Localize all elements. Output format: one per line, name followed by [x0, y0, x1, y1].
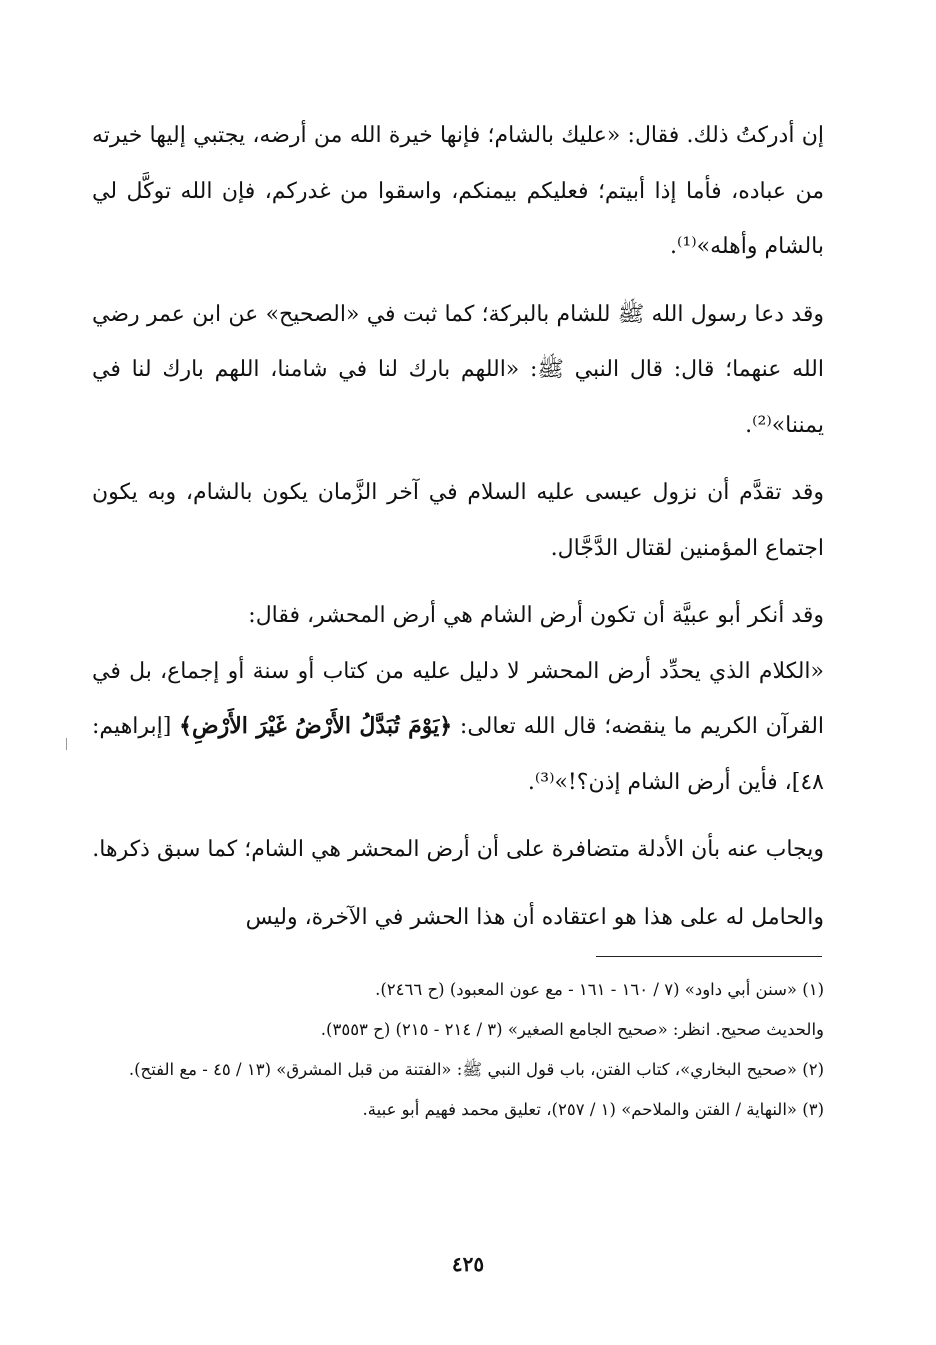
scan-mark: [66, 738, 67, 750]
quotation: [92, 644, 824, 811]
paragraph-1: إن أدركتُ ذلك. فقال: «عليك بالشام؛ فإنها خيرة الله من أرضه، يجتبي إليها خيرته من عباده، فأما إذا أبيتم؛ فعليكم بيمنكم، واسقوا من غدركم، فإن الله توكَّل لي بالشام وأهله»⁽¹⁾.: [92, 123, 824, 259]
footnote-3: (٣) «النهاية / الفتن والملاحم» (١ / ٢٥٧)، تعليق محمد فهيم أبو عبية.: [362, 1100, 824, 1119]
paragraph-3: وقد تقدَّم أن نزول عيسى عليه السلام في آخر الزَّمان يكون بالشام، وبه يكون اجتماع المؤمنين لقتال الدَّجَّال.: [92, 480, 824, 561]
quotation-text-1: «الكلام الذي يحدِّد أرض المحشر لا دليل عليه من كتاب أو سنة أو إجماع، بل في القرآن الكريم ما ينقضه؛ قال الله تعالى:: [92, 658, 825, 739]
main-text: [92, 108, 824, 957]
paragraph-4: وقد أنكر أبو عبيَّة أن تكون أرض الشام هي أرض المحشر، فقال:: [248, 603, 824, 628]
footnote-1-continued: والحديث صحيح. انظر: «صحيح الجامع الصغير» (٣ / ٢١٤ - ٢١٥) (ح ٣٥٥٣).: [320, 1020, 824, 1039]
footnote-1: (١) «سنن أبي داود» (٧ / ١٦٠ - ١٦١ - مع عون المعبود) (ح ٢٤٦٦).: [375, 980, 824, 999]
paragraph-6: والحامل له على هذا هو اعتقاده أن هذا الحشر في الآخرة، وليس: [245, 904, 824, 930]
page-number: ٤٢٥: [451, 1252, 485, 1276]
footnote-2: (٢) «صحيح البخاري»، كتاب الفتن، باب قول النبي ﷺ: «الفتنة من قبل المشرق» (١٣ / ٤٥ - مع الفتح).: [128, 1060, 824, 1079]
paragraph-2: وقد دعا رسول الله ﷺ للشام بالبركة؛ كما ثبت في «الصحيح» عن ابن عمر رضي الله عنهما؛ قال: قال النبي ﷺ: «اللهم بارك لنا في شامنا، اللهم بارك لنا في يمننا»⁽²⁾.: [92, 301, 824, 438]
quotation-text-2: [إبراهيم: ٤٨]، فأين أرض الشام إذن؟!»⁽³⁾.: [92, 714, 824, 795]
paragraph-5: ويجاب عنه بأن الأدلة متضافرة على أن أرض المحشر هي الشام؛ كما سبق ذكرها.: [92, 837, 824, 862]
footnotes: [92, 972, 824, 1132]
footnote-separator: [596, 956, 822, 957]
quran-verse: ﴿يَوْمَ تُبَدَّلُ الأَرْضُ غَيْرَ الأَرْضِ﴾: [179, 713, 453, 739]
